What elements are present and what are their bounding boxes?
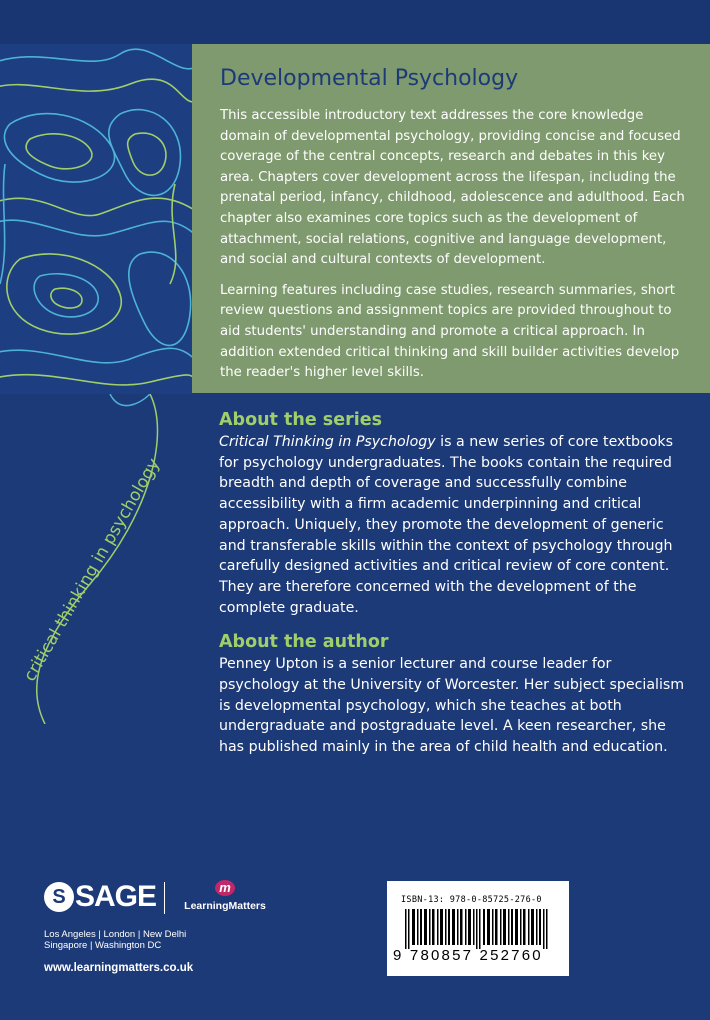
learning-features-paragraph: Learning features including case studies, research summaries, short review questions and assignment topics are provided throughout to aid students' understanding and promote a critical approach. In addition extended critical thinking and skill builder activities develop the reader's higher level skills. [220,282,680,381]
author-paragraph: Penney Upton is a senior lecturer and course leader for psychology at the University of Worcester. Her subject specialism is developmental psychology, which she teaches at both undergraduate and postgraduate level. A keen researcher, she has published mainly in the area of child health and education. [219,656,685,756]
series-name: Critical Thinking in Psychology [219,434,436,450]
series-text: is a new series of core textbooks for psychology undergraduates. The books contain the required breadth and depth of coverage and successfully combine accessibility with a firm academic underpinning and critical approach. Uniquely, they promote the development of generic and transferable skills within the context of psychology through carefully designed activities and critical review of core content. They are therefore concerned with the development of the complete graduate. [219,434,673,616]
contour-artwork [0,44,192,394]
description-panel [192,44,710,393]
barcode-bars-icon [405,909,551,949]
publisher-website: www.learningmatters.co.uk [44,962,194,974]
learning-matters-logo [180,880,270,912]
publisher-block [44,880,304,974]
series-vertical-label: critical thinking in psychology [20,455,165,685]
series-paragraph [219,432,689,618]
learning-matters-icon: m [215,880,235,896]
isbn-text: ISBN-13: 978-0-85725-276-0 [401,895,542,905]
barcode-digits: 9 780857 252760 [393,947,543,964]
sage-logo-word: SAGE [75,880,157,913]
logo-divider [164,882,165,914]
cities-line-2: Singapore | Washington DC [44,940,162,951]
sage-logo-icon: S [44,882,74,912]
about-content [219,408,689,770]
cities-line-1: Los Angeles | London | New Delhi [44,929,187,940]
series-heading: About the series [219,410,382,430]
learning-matters-word: LearningMatters [184,900,266,912]
book-title: Developmental Psychology [220,66,519,91]
top-band [0,0,710,44]
author-heading: About the author [219,632,389,653]
barcode [387,881,569,976]
publisher-cities [44,929,186,951]
description-paragraph: This accessible introductory text addresses the core knowledge domain of developmental psychology, providing concise and focused coverage of the central concepts, research and debates in this key area. Chapters cover development across the lifespan, including the prenatal period, infancy, childhood, adolescence and adulthood. Each chapter also examines core topics such as the development of attachment, social relations, cognitive and language development, and social and cultural contexts of development. [220,108,685,268]
